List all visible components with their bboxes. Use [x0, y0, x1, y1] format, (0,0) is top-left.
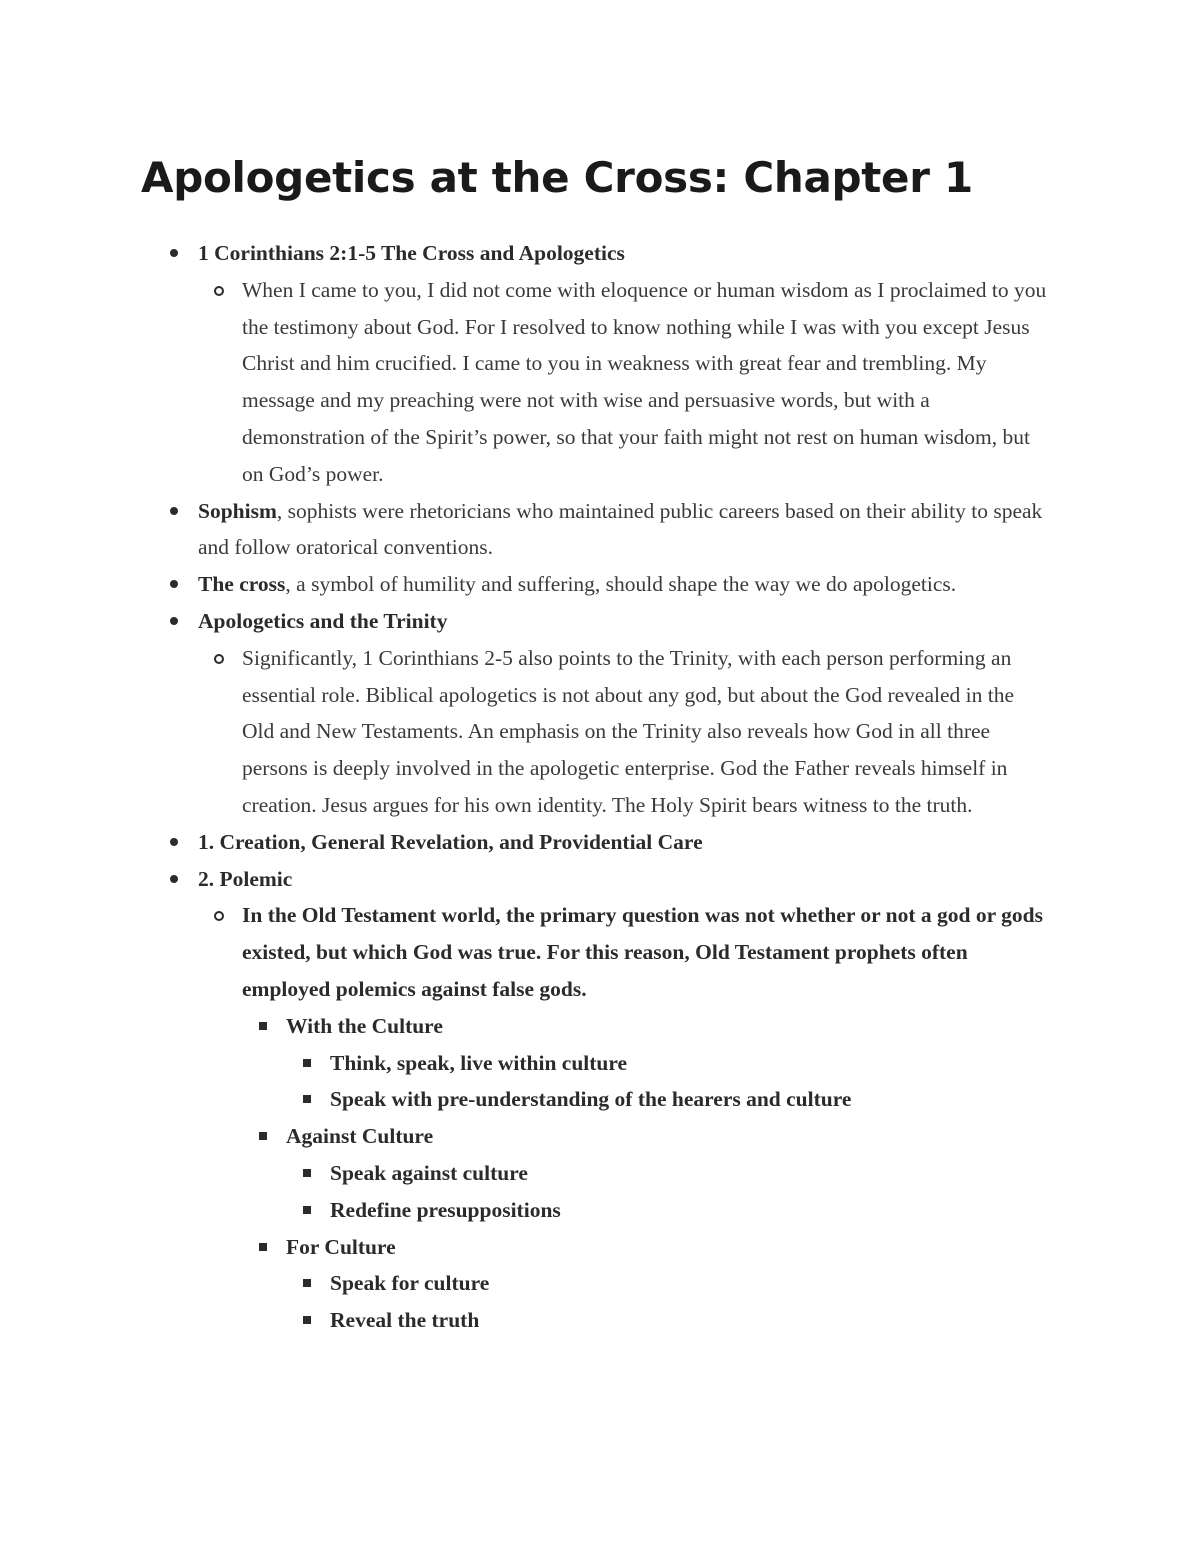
circle-bullet-icon — [214, 286, 224, 296]
list-item-for-culture — [286, 1229, 1048, 1339]
the-cross-definition: , a symbol of humility and suffering, should shape the way we do apologetics. — [285, 572, 957, 597]
square-bullet-icon — [303, 1206, 311, 1214]
circle-bullet-icon — [214, 911, 224, 921]
list-item — [330, 1045, 1048, 1082]
sub-list — [242, 272, 1048, 493]
disc-bullet-icon — [170, 875, 178, 883]
disc-bullet-icon — [170, 580, 178, 588]
list-item-text: Reveal the truth — [330, 1308, 480, 1333]
square-bullet-icon — [303, 1169, 311, 1177]
square-bullet-icon — [303, 1316, 311, 1324]
square-bullet-icon — [259, 1243, 267, 1251]
sub-list — [242, 640, 1048, 824]
square-bullet-icon — [303, 1059, 311, 1067]
list-item-with-culture — [286, 1008, 1048, 1118]
list-item-trinity — [198, 603, 1048, 824]
sub-list — [330, 1155, 1048, 1229]
circle-bullet-icon — [214, 654, 224, 664]
list-item — [330, 1265, 1048, 1302]
polemic-paragraph: In the Old Testament world, the primary question was not whether or not a god or gods existed, but which God was true. For this reason, Old Testament prophets often employed polemics against false gods. — [242, 903, 1043, 1001]
list-item-polemic — [198, 861, 1048, 1339]
square-bullet-icon — [303, 1279, 311, 1287]
list-item — [330, 1155, 1048, 1192]
group-label: Against Culture — [286, 1124, 434, 1149]
sophism-definition: , sophists were rhetoricians who maintained public careers based on their ability to speak and follow oratorical conventions. — [198, 498, 1043, 560]
list-item-sophism — [198, 493, 1048, 567]
disc-bullet-icon — [170, 249, 178, 257]
list-item-text: Speak with pre-understanding of the hearers and culture — [330, 1087, 852, 1112]
group-label: With the Culture — [286, 1013, 443, 1038]
list-item-creation — [198, 824, 1048, 861]
disc-bullet-icon — [170, 617, 178, 625]
sub-list — [330, 1045, 1048, 1119]
trinity-paragraph: Significantly, 1 Corinthians 2-5 also points to the Trinity, with each person performing an essential role. Biblical apologetics is not about any god, but about the God revealed in the Old and New Testaments. An emphasis on the Trinity also reveals how God in all three persons is deeply involved in the apologetic enterprise. God the Father reveals himself in creation. Jesus argues for his own identity. The Holy Spirit bears witness to the truth. — [242, 645, 1015, 817]
list-item-polemic-text — [242, 897, 1048, 1339]
list-item — [330, 1081, 1048, 1118]
list-item-heading: 2. Polemic — [198, 866, 293, 891]
term-the-cross: The cross — [198, 572, 286, 597]
scripture-quote-text: When I came to you, I did not come with eloquence or human wisdom as I proclaimed to you the testimony about God. For I resolved to know nothing while I was with you except Jesus Christ and him crucified. I came to you in weakness with great fear and trembling. My message and my preaching were not with wise and persuasive words, but with a demonstration of the Spirit’s power, so that your faith might not rest on human wisdom, but on God’s power. — [242, 277, 1047, 486]
term-sophism: Sophism — [198, 498, 277, 523]
disc-bullet-icon — [170, 507, 178, 515]
list-item-against-culture — [286, 1118, 1048, 1228]
square-bullet-icon — [259, 1022, 267, 1030]
list-item — [330, 1192, 1048, 1229]
group-label: For Culture — [286, 1234, 396, 1259]
list-item-heading: 1 Corinthians 2:1-5 The Cross and Apologetics — [198, 241, 625, 265]
outline-list — [198, 235, 1048, 1339]
list-item-text: Redefine presuppositions — [330, 1197, 561, 1222]
sub-list — [242, 897, 1048, 1339]
list-item-the-cross — [198, 566, 1048, 603]
list-item-trinity-text — [242, 640, 1048, 824]
list-item — [330, 1302, 1048, 1339]
document-title: Apologetics at the Cross: Chapter 1 — [141, 153, 973, 202]
list-item-text: Think, speak, live within culture — [330, 1050, 628, 1075]
square-bullet-icon — [303, 1095, 311, 1103]
list-item-heading: 1. Creation, General Revelation, and Providential Care — [198, 829, 703, 854]
square-bullet-icon — [259, 1132, 267, 1140]
list-item-heading: Apologetics and the Trinity — [198, 608, 448, 633]
disc-bullet-icon — [170, 838, 178, 846]
sub-list — [330, 1265, 1048, 1339]
list-item-corinthians — [198, 235, 1048, 493]
list-item-scripture-quote — [242, 272, 1048, 493]
list-item-text: Speak against culture — [330, 1160, 528, 1185]
list-item-text: Speak for culture — [330, 1271, 490, 1296]
sub-list — [286, 1008, 1048, 1339]
